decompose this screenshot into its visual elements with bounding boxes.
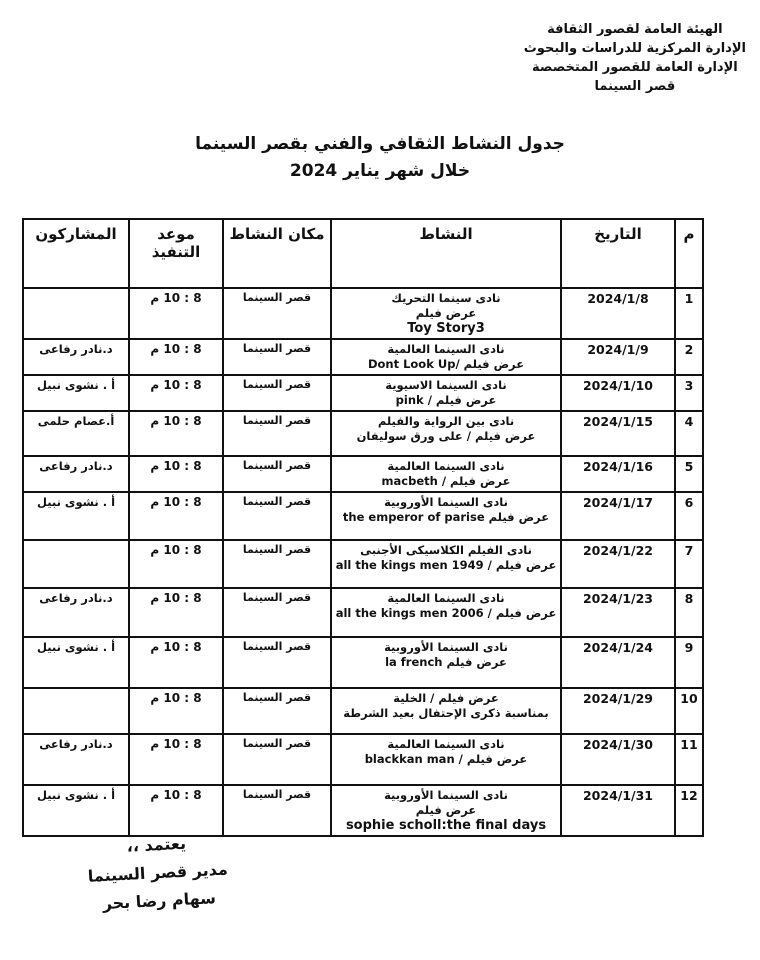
cell-date: 2024/1/31 [561,785,675,836]
activity-line: نادى سينما التحريك [391,291,501,305]
activity-line: نادى السينما العالمية [387,342,505,356]
activity-line: عرض فيلم / macbeth [381,474,511,488]
cell-place: قصر السينما [223,339,331,375]
activity-line: عرض فيلم /Dont Look Up [367,357,525,371]
schedule-row [23,456,703,492]
letterhead [524,20,746,96]
cell-number: 3 [675,375,703,411]
cell-date: 2024/1/30 [561,734,675,785]
cell-time: 8 : 10 م [129,688,223,734]
schedule-row [23,588,703,637]
cell-place: قصر السينما [223,785,331,836]
activity-line: عرض فيلم [415,306,477,320]
header-cell-place: مكان النشاط [223,219,331,288]
header-row [23,219,703,288]
cell-participants: أ . نشوى نبيل [23,375,129,411]
cell-participants: د.نادر رفاعى [23,456,129,492]
cell-participants [23,688,129,734]
activity-line: نادى السينما الاسيوية [385,378,507,392]
activity-line: عرض فيلم / all the kings men 1949 [335,558,557,572]
cell-activity [331,339,561,375]
cell-activity [331,456,561,492]
activity-line: عرض فيلم / blackkan man [364,752,528,766]
schedule-row [23,688,703,734]
cell-participants: د.نادر رفاعى [23,588,129,637]
cell-date: 2024/1/17 [561,492,675,540]
activity-line: عرض فيلم la french [385,655,507,669]
schedule-row [23,411,703,456]
activity-line: عرض فيلم the emperor of parise [342,510,550,524]
cell-place: قصر السينما [223,637,331,688]
cell-number: 5 [675,456,703,492]
cell-activity [331,688,561,734]
header-cell-number: م [675,219,703,288]
cell-activity [331,734,561,785]
schedule-row [23,492,703,540]
schedule-row [23,540,703,588]
cell-participants [23,540,129,588]
cell-place: قصر السينما [223,288,331,339]
cell-date: 2024/1/16 [561,456,675,492]
cell-activity [331,375,561,411]
cell-time: 8 : 10 م [129,637,223,688]
cell-number: 12 [675,785,703,836]
cell-place: قصر السينما [223,540,331,588]
activity-line: Toy Story3 [407,321,485,336]
activity-line: نادى السينما الأوروبية [384,495,508,509]
cell-participants: د.نادر رفاعى [23,339,129,375]
activity-line: نادى السينما الأوروبية [384,640,508,654]
activity-line: نادى السينما العالمية [387,737,505,751]
schedule-row [23,375,703,411]
cell-place: قصر السينما [223,375,331,411]
cell-date: 2024/1/15 [561,411,675,456]
cell-activity [331,288,561,339]
cell-date: 2024/1/24 [561,637,675,688]
cell-number: 7 [675,540,703,588]
cell-number: 10 [675,688,703,734]
cell-date: 2024/1/23 [561,588,675,637]
activity-line: بمناسبة ذكرى الإحتفال بعيد الشرطة [343,706,549,720]
activity-line: نادى الفيلم الكلاسيكى الأجنبى [360,543,532,557]
cell-date: 2024/1/8 [561,288,675,339]
activity-line: عرض فيلم / الخلية [393,691,499,705]
schedule-row [23,785,703,836]
header-cell-participants: المشاركون [23,219,129,288]
signature-name: سهام رضا بحر [102,888,217,914]
cell-activity [331,785,561,836]
letterhead-line: الإدارة المركزية للدراسات والبحوث [523,41,746,56]
cell-participants: أ.عصام حلمى [23,411,129,456]
activity-line: عرض فيلم [415,803,477,817]
letterhead-line: الإدارة العامة للقصور المتخصصة [532,60,738,75]
schedule-row [23,288,703,339]
cell-time: 8 : 10 م [129,588,223,637]
activity-line: عرض فيلم / pink [395,393,497,407]
letterhead-line: الهيئة العامة لقصور الثقافة [547,22,723,37]
cell-number: 11 [675,734,703,785]
cell-number: 6 [675,492,703,540]
activity-line: نادى السينما العالمية [387,459,505,473]
cell-time: 8 : 10 م [129,540,223,588]
cell-time: 8 : 10 م [129,288,223,339]
cell-participants: أ . نشوى نبيل [23,637,129,688]
activity-line: نادى بين الرواية والفيلم [377,414,515,428]
cell-activity [331,637,561,688]
cell-time: 8 : 10 م [129,411,223,456]
cell-participants: د.نادر رفاعى [23,734,129,785]
cell-participants [23,288,129,339]
cell-number: 9 [675,637,703,688]
letterhead-line: قصر السينما [594,79,676,94]
document-title-line2: خلال شهر يناير 2024 [289,161,471,181]
cell-place: قصر السينما [223,492,331,540]
cell-activity [331,540,561,588]
header-cell-date: التاريخ [561,219,675,288]
cell-activity [331,588,561,637]
cell-number: 8 [675,588,703,637]
schedule-table-body [23,288,703,836]
cell-place: قصر السينما [223,411,331,456]
activity-line: عرض فيلم / all the kings men 2006 [335,606,557,620]
schedule-table-head [23,219,703,288]
document-title [0,131,760,185]
schedule-row [23,339,703,375]
schedule-table [22,218,704,837]
header-cell-time: موعد التنفيذ [129,219,223,288]
cell-activity [331,492,561,540]
cell-date: 2024/1/10 [561,375,675,411]
activity-line: نادى السينما الأوروبية [384,788,508,802]
schedule-row [23,637,703,688]
cell-participants: أ . نشوى نبيل [23,492,129,540]
schedule-row [23,734,703,785]
cell-time: 8 : 10 م [129,339,223,375]
cell-number: 1 [675,288,703,339]
cell-time: 8 : 10 م [129,375,223,411]
cell-place: قصر السينما [223,734,331,785]
signature-block [26,824,290,921]
cell-time: 8 : 10 م [129,456,223,492]
header-cell-activity: النشاط [331,219,561,288]
activity-line: sophie scholl:the final days [345,818,547,833]
activity-line: عرض فيلم / على ورق سوليفان [356,429,536,443]
cell-date: 2024/1/9 [561,339,675,375]
cell-date: 2024/1/29 [561,688,675,734]
document-title-line1: جدول النشاط الثقافي والفني بقصر السينما [195,134,565,154]
activity-line: نادى السينما العالمية [387,591,505,605]
cell-place: قصر السينما [223,688,331,734]
cell-participants: أ . نشوى نبيل [23,785,129,836]
cell-time: 8 : 10 م [129,785,223,836]
cell-time: 8 : 10 م [129,492,223,540]
signature-approve: يعتمد ،، [126,833,187,856]
cell-activity [331,411,561,456]
cell-number: 4 [675,411,703,456]
cell-date: 2024/1/22 [561,540,675,588]
cell-number: 2 [675,339,703,375]
signature-role: مدير قصر السينما [87,859,229,886]
cell-place: قصر السينما [223,588,331,637]
cell-time: 8 : 10 م [129,734,223,785]
cell-place: قصر السينما [223,456,331,492]
